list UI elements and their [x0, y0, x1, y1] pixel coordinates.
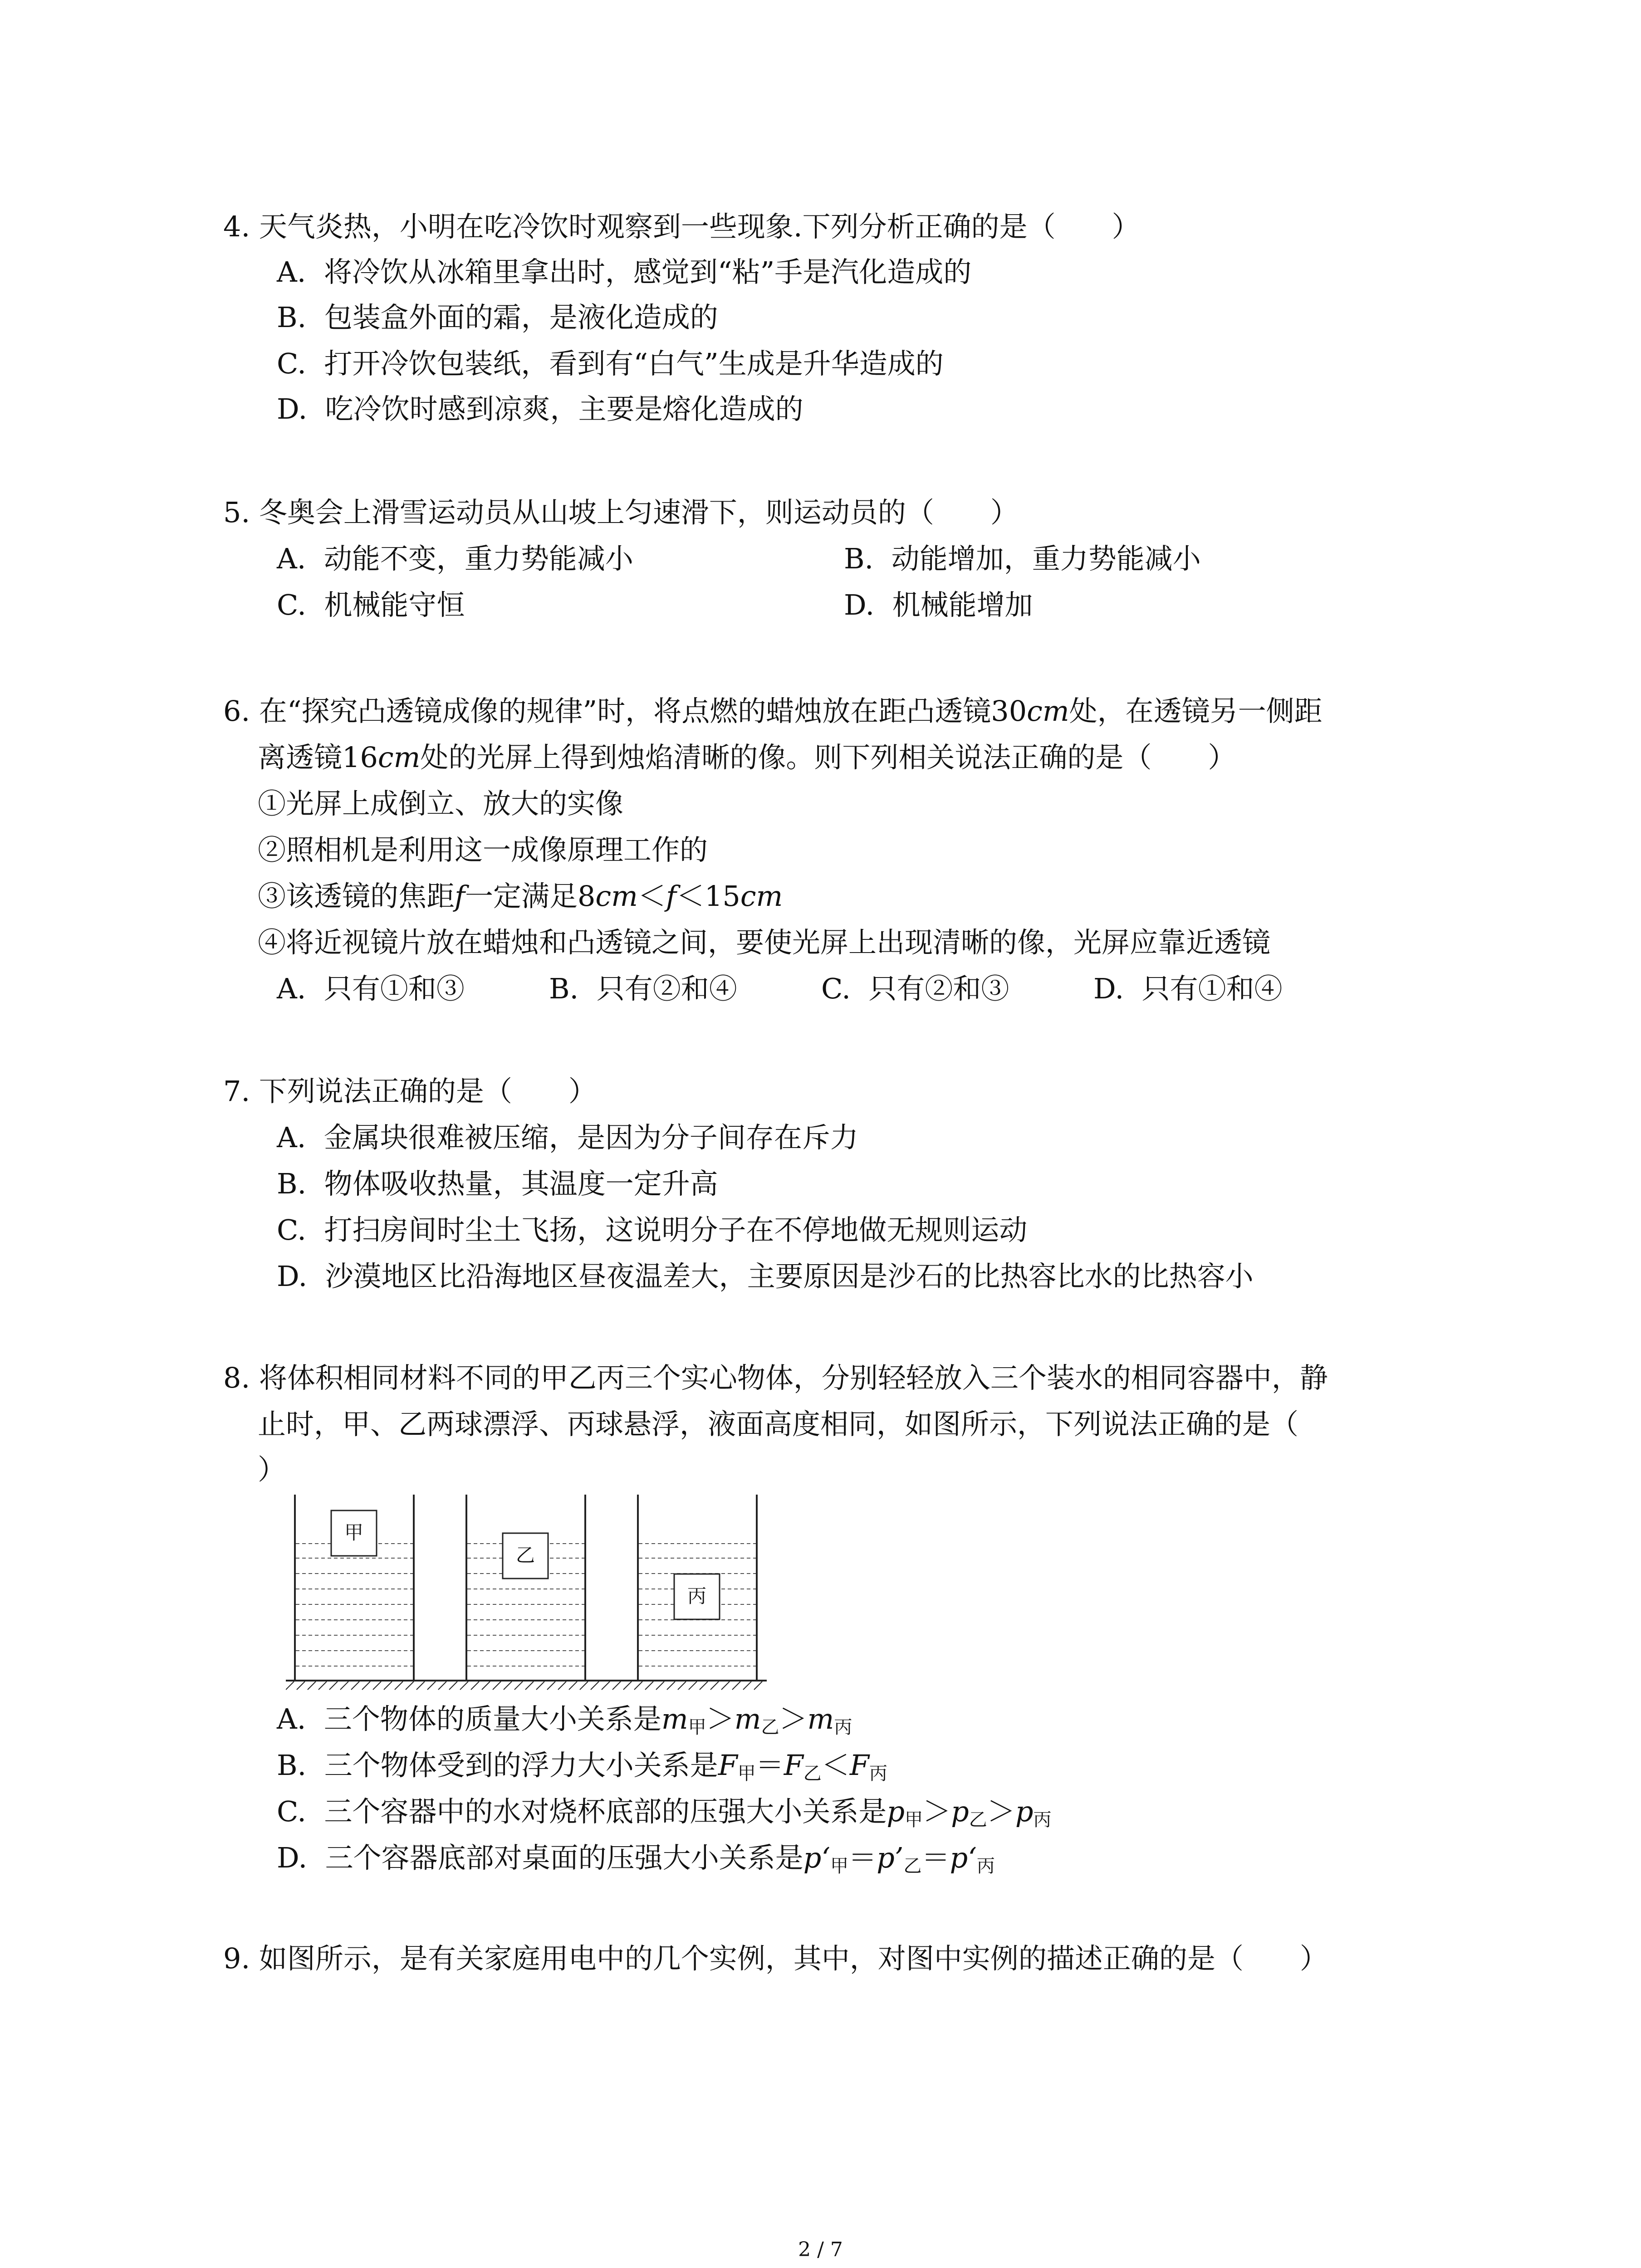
option-letter: A. — [277, 1121, 306, 1154]
subscript: 甲 — [737, 1763, 756, 1784]
symbol: p — [1015, 1795, 1034, 1828]
q4-option-b — [277, 299, 718, 336]
option-letter: B. — [277, 1167, 307, 1200]
subscript: 丙 — [976, 1856, 995, 1877]
q4-option-c — [277, 346, 944, 382]
option-letter: C. — [277, 1795, 306, 1828]
unit: cm — [595, 880, 638, 913]
stem-text: 6. 在“探究凸透镜成像的规律”时，将点燃的蜡烛放在距凸透镜30 — [223, 694, 1027, 728]
option-text: 只有①和③ — [323, 972, 465, 1005]
symbol: F — [849, 1749, 869, 1782]
q8-stem-line2: 止时，甲、乙两球漂浮、丙球悬浮，液面高度相同，如图所示，下列说法正确的是（ — [258, 1408, 1299, 1441]
operator: ＞ — [923, 1795, 951, 1828]
option-text: 只有①和④ — [1141, 972, 1283, 1005]
q5-option-a — [277, 541, 633, 577]
subscript: 丙 — [834, 1717, 852, 1738]
q7-option-d — [277, 1258, 1254, 1295]
symbol: p — [887, 1795, 905, 1828]
q6-stem-line2 — [258, 739, 1236, 776]
stem-text: 离透镜16 — [258, 741, 378, 774]
symbol: m — [734, 1702, 761, 1735]
option-letter: A. — [277, 542, 306, 575]
label-bing: 丙 — [687, 1585, 707, 1607]
q6-statement-2: ②照相机是利用这一成像原理工作的 — [258, 833, 708, 866]
q8-stem-line3: ） — [258, 1453, 286, 1486]
operator: ＝ — [755, 1749, 784, 1782]
q6-option-a — [277, 971, 465, 1007]
subscript: 丙 — [869, 1763, 887, 1784]
q8-option-b — [277, 1747, 887, 1792]
subscript: 乙 — [803, 1763, 822, 1784]
option-text: 打开冷饮包装纸，看到有“白气”生成是升华造成的 — [324, 347, 944, 380]
symbol: m — [661, 1702, 688, 1735]
operator: ＝ — [848, 1841, 877, 1874]
stem-text: 处的光屏上得到烛焰清晰的像。则下列相关说法正确的是（ ） — [420, 741, 1236, 774]
unit: cm — [1027, 694, 1069, 728]
option-text: 金属块很难被压缩，是因为分子间存在斥力 — [323, 1121, 858, 1154]
symbol: p‘ — [803, 1841, 831, 1874]
subscript: 甲 — [905, 1809, 923, 1830]
option-text: 机械能增加 — [892, 588, 1033, 621]
option-text: 三个容器中的水对烧杯底部的压强大小关系是 — [324, 1795, 887, 1828]
q9-stem: 9. 如图所示，是有关家庭用电中的几个实例，其中，对图中实例的描述正确的是（ ） — [223, 1942, 1328, 1975]
option-text: 三个物体的质量大小关系是 — [323, 1702, 661, 1735]
option-letter: A. — [277, 972, 306, 1005]
option-letter: B. — [549, 972, 579, 1005]
option-text: 动能不变，重力势能减小 — [323, 542, 633, 575]
option-text: 三个物体受到的浮力大小关系是 — [324, 1749, 718, 1782]
q4-stem: 4. 天气炎热，小明在吃冷饮时观察到一些现象.下列分析正确的是（ ） — [223, 210, 1140, 243]
stem-text: ③该透镜的焦距 — [258, 880, 455, 913]
symbol: p‘ — [950, 1841, 977, 1874]
symbol: p’ — [877, 1841, 904, 1874]
option-text: 机械能守恒 — [324, 588, 465, 621]
q7-option-a — [277, 1119, 858, 1156]
subscript: 乙 — [761, 1717, 779, 1738]
option-text: 沙漠地区比沿海地区昼夜温差大，主要原因是沙石的比热容比水的比热容小 — [325, 1260, 1254, 1293]
stem-text: 处，在透镜另一侧距 — [1069, 694, 1323, 728]
q6-stem-line1 — [223, 693, 1323, 729]
operator: ＜ — [821, 1749, 850, 1782]
q5-stem: 5. 冬奥会上滑雪运动员从山坡上匀速滑下，则运动员的（ ） — [223, 496, 1019, 529]
option-text: 将冷饮从冰箱里拿出时，感觉到“粘”手是汽化造成的 — [323, 255, 972, 288]
unit: cm — [740, 880, 783, 913]
q5-option-c — [277, 587, 465, 623]
option-letter: D. — [277, 1841, 308, 1874]
option-text: 只有②和③ — [868, 972, 1009, 1005]
option-letter: D. — [1093, 972, 1124, 1005]
q6-statement-3 — [258, 878, 783, 914]
operator: ＞ — [987, 1795, 1015, 1828]
q6-option-d — [1093, 971, 1283, 1007]
subscript: 乙 — [903, 1856, 922, 1877]
q7-stem: 7. 下列说法正确的是（ ） — [223, 1075, 597, 1108]
q8-option-a — [277, 1701, 852, 1745]
q7-option-c — [277, 1212, 1027, 1248]
page-number: 2 / 7 — [798, 2238, 843, 2261]
option-letter: B. — [844, 542, 874, 575]
label-yi: 乙 — [515, 1544, 535, 1566]
q5-option-b — [844, 541, 1201, 577]
option-letter: D. — [844, 588, 875, 621]
option-letter: A. — [277, 255, 306, 288]
q7-option-b — [277, 1166, 718, 1202]
option-letter: A. — [277, 1702, 306, 1735]
q5-option-d — [844, 587, 1033, 623]
subscript: 丙 — [1033, 1809, 1052, 1830]
option-text: 吃冷饮时感到凉爽，主要是熔化造成的 — [325, 392, 803, 425]
symbol: m — [807, 1702, 834, 1735]
option-text: 物体吸收热量，其温度一定升高 — [324, 1167, 718, 1200]
q6-option-c — [821, 971, 1009, 1007]
option-text: 只有②和④ — [596, 972, 737, 1005]
operator: ＝ — [921, 1841, 950, 1874]
subscript: 甲 — [688, 1717, 706, 1738]
option-letter: D. — [277, 392, 308, 425]
option-letter: B. — [277, 1749, 307, 1782]
symbol: F — [718, 1749, 738, 1782]
option-letter: C. — [277, 588, 306, 621]
option-letter: C. — [277, 1213, 306, 1246]
operator: ＞ — [779, 1702, 808, 1735]
unit: cm — [377, 741, 421, 774]
q4-option-d — [277, 391, 803, 427]
option-text: 包装盒外面的霜，是液化造成的 — [324, 301, 718, 334]
q8-stem-line1: 8. 将体积相同材料不同的甲乙丙三个实心物体，分别轻轻放入三个装水的相同容器中，静 — [223, 1361, 1328, 1394]
option-letter: D. — [277, 1260, 308, 1293]
option-letter: B. — [277, 301, 307, 334]
subscript: 乙 — [969, 1809, 987, 1830]
option-text: 动能增加，重力势能减小 — [891, 542, 1201, 575]
symbol: F — [784, 1749, 803, 1782]
three-containers-figure — [286, 1490, 780, 1703]
option-text: 三个容器底部对桌面的压强大小关系是 — [325, 1841, 803, 1874]
q4-option-a — [277, 254, 971, 290]
q6-statement-1: ①光屏上成倒立、放大的实像 — [258, 787, 624, 820]
label-jia: 甲 — [344, 1521, 364, 1544]
symbol: f — [455, 880, 465, 913]
operator: ＜ — [637, 880, 666, 913]
option-letter: C. — [821, 972, 851, 1005]
q8-option-c — [277, 1794, 1052, 1838]
subscript: 甲 — [830, 1856, 849, 1877]
operator: ＞ — [706, 1702, 735, 1735]
operator: ＜15 — [676, 880, 740, 913]
symbol: p — [951, 1795, 969, 1828]
option-text: 打扫房间时尘土飞扬，这说明分子在不停地做无规则运动 — [324, 1213, 1028, 1246]
q6-statement-4: ④将近视镜片放在蜡烛和凸透镜之间，要使光屏上出现清晰的像，光屏应靠近透镜 — [258, 926, 1271, 959]
option-letter: C. — [277, 347, 306, 380]
q8-option-d — [277, 1840, 995, 1884]
stem-text: 一定满足8 — [465, 880, 596, 913]
q6-option-b — [549, 971, 737, 1007]
symbol: f — [666, 880, 676, 913]
